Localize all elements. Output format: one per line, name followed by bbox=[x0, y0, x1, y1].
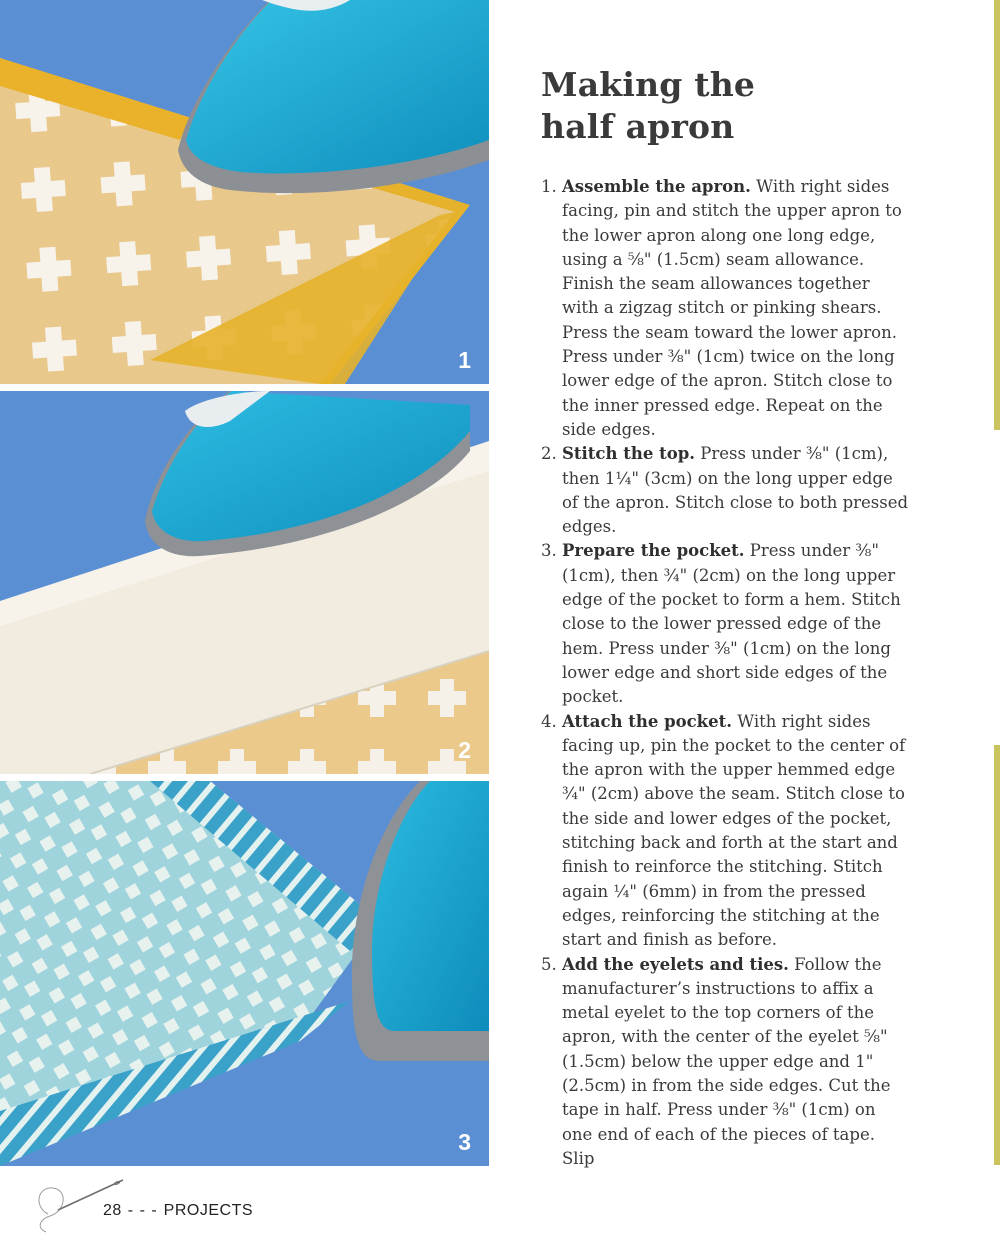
step-body: Follow the manufacturer’s instructions to affix a metal eyelet to the top corners of the apron, with the center of the eyelet ⅝" (1.5cm) below the upper edge and 1" (2.5cm) in from the side edges. Cut the tape in half. Press under ⅜" (1cm) on one end of each of the pieces of tape. Slip bbox=[562, 954, 891, 1168]
photo-number: 1 bbox=[458, 347, 471, 373]
step-item bbox=[541, 175, 911, 442]
footer-separator: - - - bbox=[127, 1202, 158, 1219]
step-heading: Add the eyelets and ties. bbox=[562, 954, 789, 974]
iron-pressing-yellow-fabric-image bbox=[0, 0, 489, 384]
needle-and-thread-icon bbox=[28, 1166, 128, 1236]
step-body: With right sides facing, pin and stitch the upper apron to the lower apron along one long edge, using a ⅝" (1.5cm) seam allowance. Finish the seam allowances together with a zigzag stitch or pinking shears. Press the seam toward the lower apron. Press under ⅜" (1cm) twice on the long lower edge of the apron. Stitch close to the inner pressed edge. Repeat on the side edges. bbox=[562, 177, 902, 439]
photo-step-2 bbox=[0, 391, 489, 774]
step-body: With right sides facing up, pin the pocket to the center of the apron with the upper hemmed edge ¾" (2cm) above the seam. Stitch close to the side and lower edges of the pocket, stitching back and forth at the start and finish to reinforce the stitching. Stitch again ¼" (6mm) in from the pressed edges, reinforcing the stitching at the start and finish as before. bbox=[562, 711, 906, 950]
iron-pressing-blue-fabric-image bbox=[0, 781, 489, 1166]
step-number: 2. bbox=[541, 444, 557, 464]
photo-step-3 bbox=[0, 781, 489, 1166]
step-heading: Assemble the apron. bbox=[562, 177, 751, 196]
photo-number: 3 bbox=[458, 1129, 471, 1155]
iron-pressing-pocket-image bbox=[0, 391, 489, 774]
step-heading: Attach the pocket. bbox=[562, 711, 732, 731]
page-footer bbox=[0, 1166, 1000, 1250]
page-edge-tab bbox=[994, 0, 1000, 430]
step-item bbox=[541, 953, 911, 1172]
step-number: 5. bbox=[541, 954, 557, 974]
page-edge-tab bbox=[994, 745, 1000, 1165]
step-number: 4. bbox=[541, 711, 557, 731]
section-name: PROJECTS bbox=[163, 1202, 254, 1219]
page-title bbox=[541, 64, 755, 148]
step-number: 3. bbox=[541, 541, 557, 561]
step-heading: Stitch the top. bbox=[562, 444, 695, 464]
photo-step-1 bbox=[0, 0, 489, 384]
step-body: Press under ⅜" (1cm), then 1¼" (3cm) on the long upper edge of the apron. Stitch close to both pressed edges. bbox=[562, 444, 909, 537]
step-item bbox=[541, 539, 911, 709]
instruction-steps bbox=[541, 175, 911, 1171]
photo-number: 2 bbox=[458, 737, 471, 763]
step-heading: Prepare the pocket. bbox=[562, 541, 745, 561]
step-number: 1. bbox=[541, 177, 557, 196]
title-line-2: half apron bbox=[541, 107, 735, 146]
title-line-1: Making the bbox=[541, 65, 756, 104]
step-item bbox=[541, 710, 911, 953]
step-body: Press under ⅜" (1cm), then ¾" (2cm) on the long upper edge of the pocket to form a hem. Stitch close to the lower pressed edge of the hem. Press under ⅜" (1cm) on the long lower edge and short side edges of the pocket. bbox=[562, 541, 901, 707]
footer-text bbox=[103, 1202, 253, 1220]
step-item bbox=[541, 442, 911, 539]
page-number: 28 bbox=[103, 1202, 122, 1219]
